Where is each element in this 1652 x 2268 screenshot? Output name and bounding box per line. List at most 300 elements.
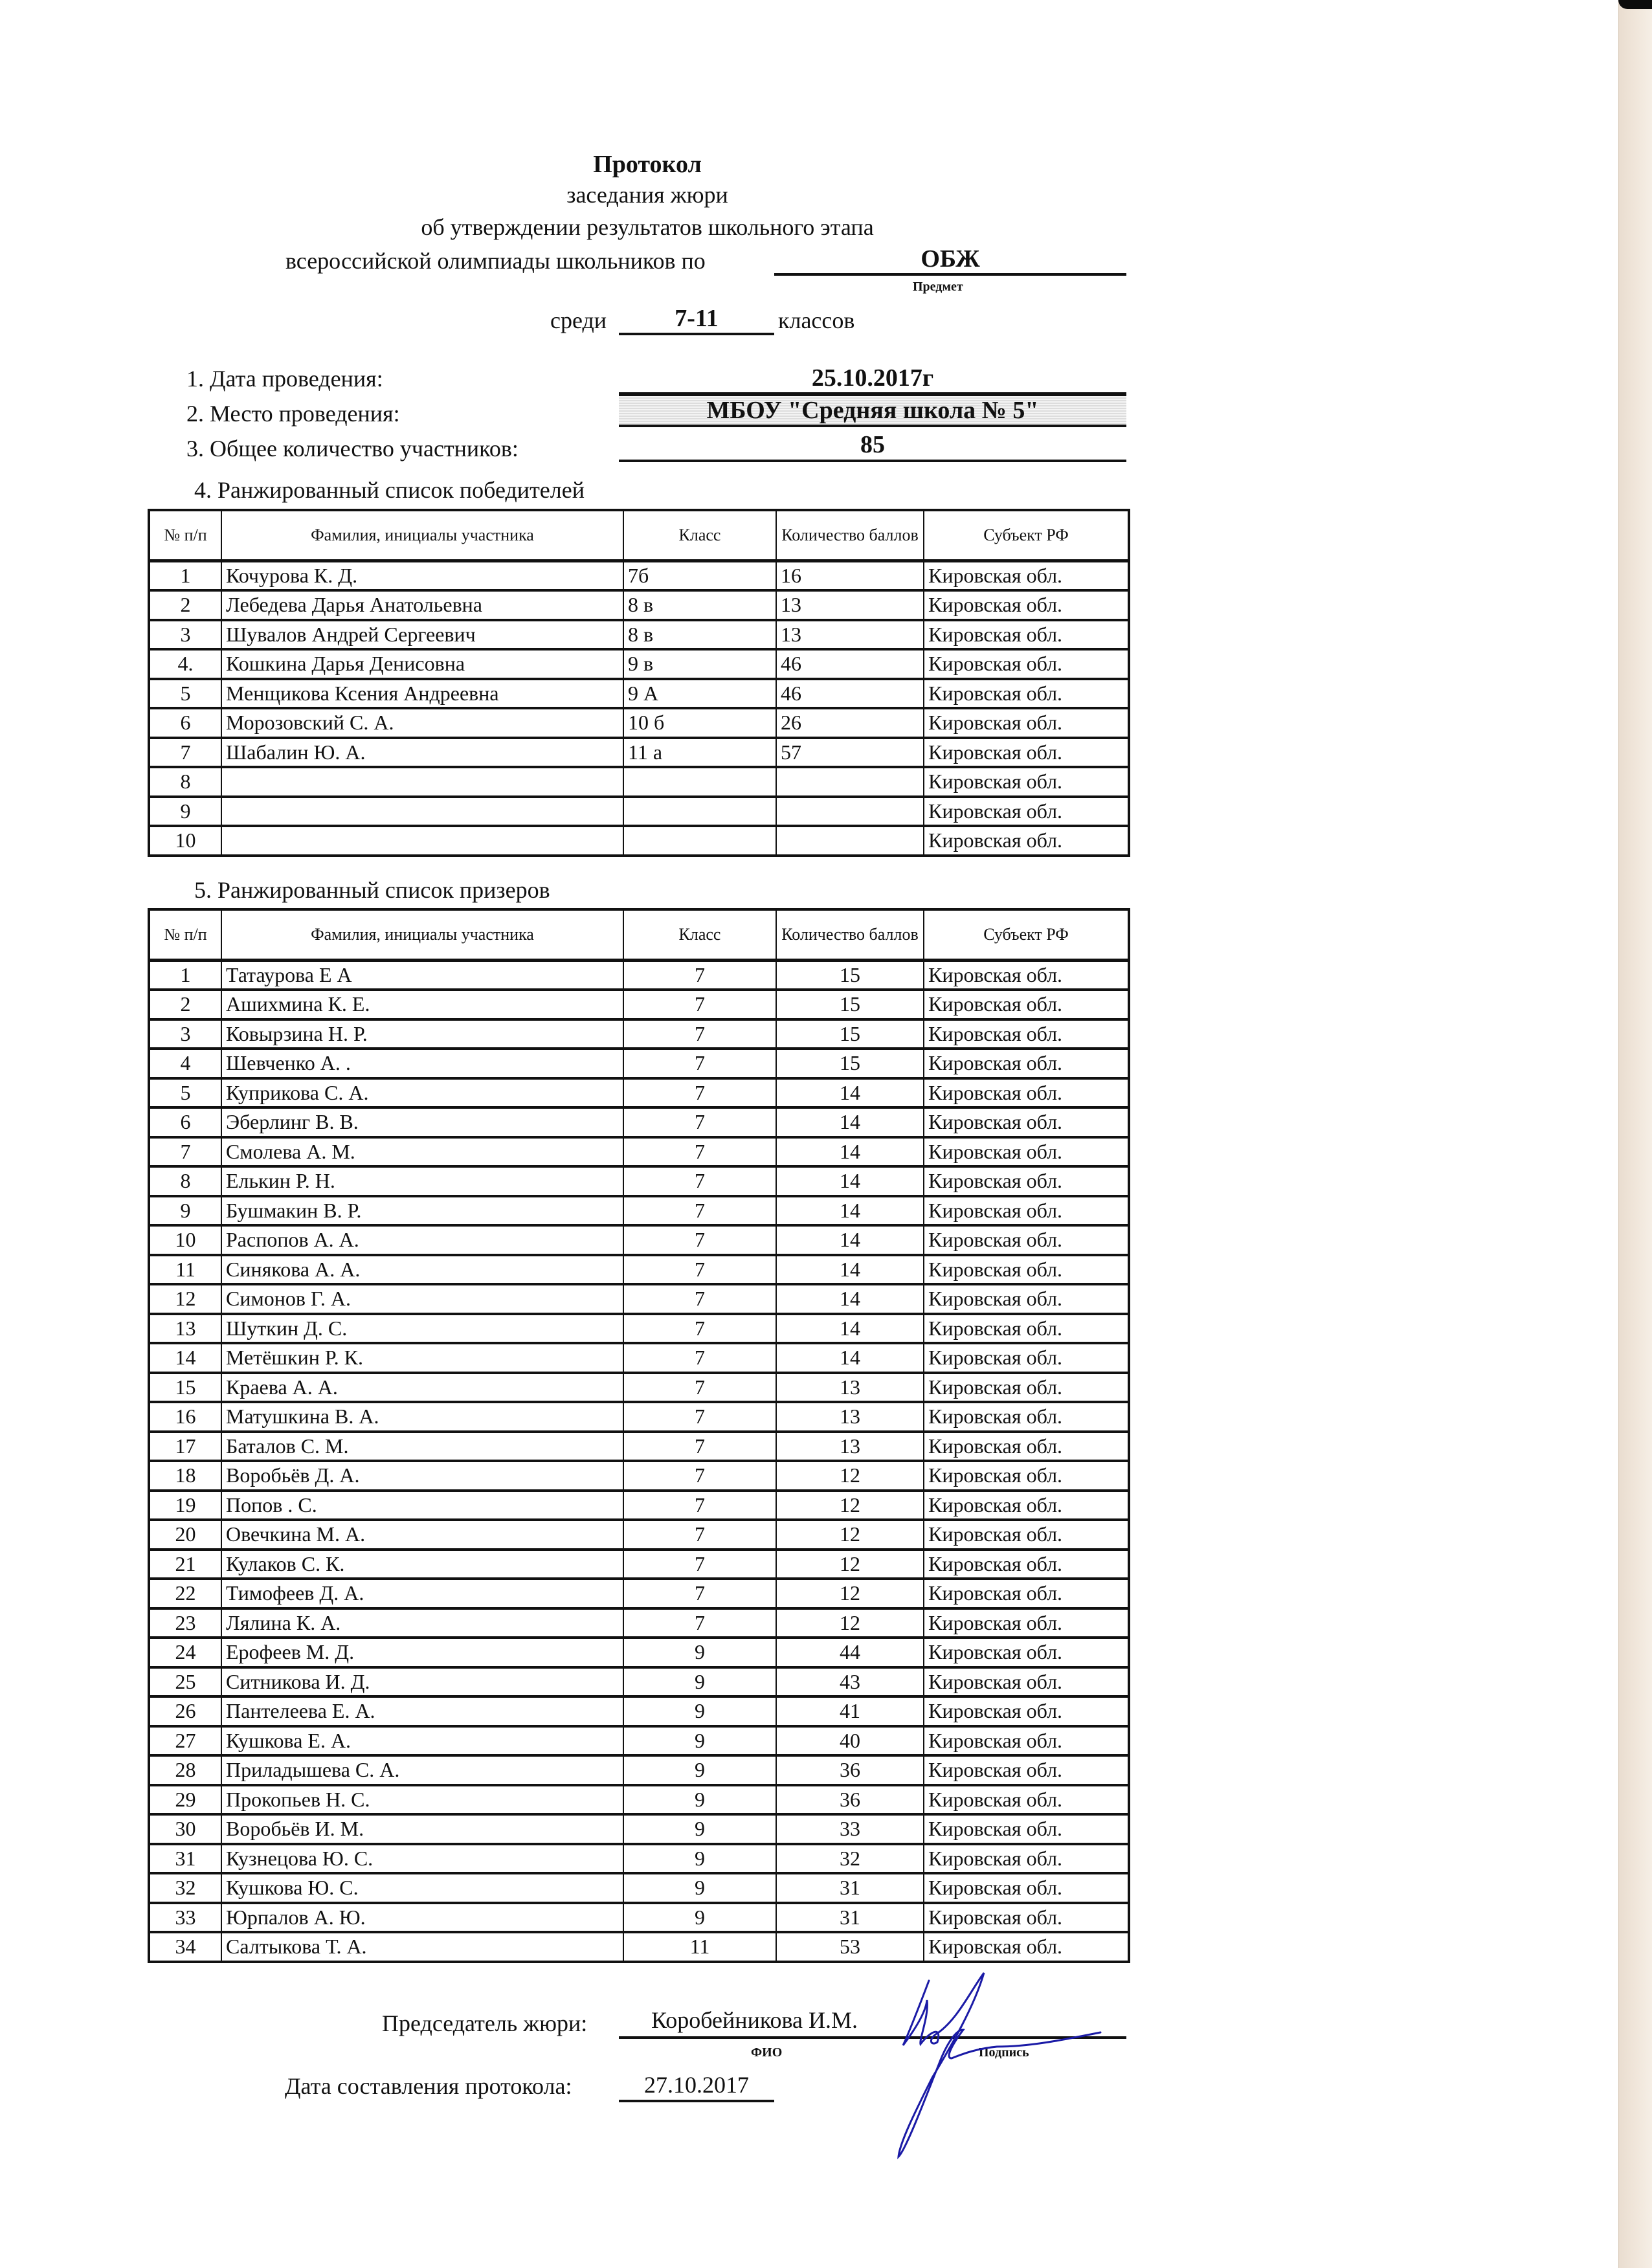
cell-grade: 9 в — [623, 649, 776, 679]
cell-score: 46 — [776, 679, 924, 709]
cell-region: Кировская обл. — [924, 1844, 1129, 1874]
table-row — [149, 708, 1129, 738]
table-row — [149, 1107, 1129, 1137]
cell-region: Кировская обл. — [924, 1225, 1129, 1255]
table-row — [149, 1284, 1129, 1314]
subject-prefix: всероссийской олимпиады школьников по — [285, 248, 706, 274]
cell-name: Ашихмина К. Е. — [221, 990, 623, 1019]
cell-region: Кировская обл. — [924, 1814, 1129, 1844]
protocol-date-label: Дата составления протокола: — [285, 2073, 572, 2099]
winners-section-title: 4. Ранжированный список победителей — [194, 477, 585, 503]
cell-score: 12 — [776, 1608, 924, 1638]
participants-value: 85 — [619, 430, 1126, 462]
cell-region: Кировская обл. — [924, 1579, 1129, 1608]
cell-name: Юрпалов А. Ю. — [221, 1903, 623, 1933]
cell-name: Ситникова И. Д. — [221, 1667, 623, 1697]
cell-score: 40 — [776, 1726, 924, 1756]
cell-region: Кировская обл. — [924, 1284, 1129, 1314]
cell-name: Воробьёв Д. А. — [221, 1461, 623, 1491]
cell-region: Кировская обл. — [924, 1078, 1129, 1108]
cell-score: 43 — [776, 1667, 924, 1697]
cell-grade — [623, 797, 776, 827]
cell-grade: 7 — [623, 1608, 776, 1638]
cell-name: Шабалин Ю. А. — [221, 738, 623, 768]
cell-region: Кировская обл. — [924, 1461, 1129, 1491]
cell-grade: 7 — [623, 1373, 776, 1403]
cell-num: 24 — [149, 1638, 221, 1667]
prizewinners-header-row — [149, 909, 1129, 961]
cell-score: 15 — [776, 1049, 924, 1078]
cell-region: Кировская обл. — [924, 708, 1129, 738]
table-row — [149, 1049, 1129, 1078]
cell-score: 14 — [776, 1137, 924, 1167]
cell-name — [221, 826, 623, 856]
cell-name: Менщикова Ксения Андреевна — [221, 679, 623, 709]
cell-name: Шувалов Андрей Сергеевич — [221, 620, 623, 650]
cell-num: 2 — [149, 990, 221, 1019]
cell-name: Ерофеев М. Д. — [221, 1638, 623, 1667]
cell-score: 13 — [776, 1373, 924, 1403]
cell-score: 31 — [776, 1903, 924, 1933]
table-row — [149, 1785, 1129, 1815]
cell-region: Кировская обл. — [924, 679, 1129, 709]
cell-score: 12 — [776, 1550, 924, 1579]
col-header-region: Субъект РФ — [924, 510, 1129, 561]
cell-num: 33 — [149, 1903, 221, 1933]
table-row — [149, 1932, 1129, 1962]
table-row — [149, 1078, 1129, 1108]
cell-grade: 7 — [623, 1579, 776, 1608]
table-row — [149, 620, 1129, 650]
winners-table — [148, 509, 1130, 857]
cell-region: Кировская обл. — [924, 1608, 1129, 1638]
fio-caption: ФИО — [751, 2045, 783, 2060]
cell-grade: 8 в — [623, 590, 776, 620]
cell-num: 17 — [149, 1432, 221, 1462]
cell-score: 16 — [776, 561, 924, 591]
table-row — [149, 1255, 1129, 1285]
table-row — [149, 1844, 1129, 1874]
cell-grade: 7 — [623, 1049, 776, 1078]
grades-field: 7-11 — [619, 304, 774, 335]
cell-num: 31 — [149, 1844, 221, 1874]
grades-prefix: среди — [550, 307, 607, 333]
cell-name: Воробьёв И. М. — [221, 1814, 623, 1844]
cell-score: 12 — [776, 1520, 924, 1550]
cell-num: 15 — [149, 1373, 221, 1403]
cell-region: Кировская обл. — [924, 1255, 1129, 1285]
cell-name: Шевченко А. . — [221, 1049, 623, 1078]
table-row — [149, 1225, 1129, 1255]
table-row — [149, 1137, 1129, 1167]
cell-num: 16 — [149, 1402, 221, 1432]
cell-region: Кировская обл. — [924, 1638, 1129, 1667]
cell-grade: 7 — [623, 1255, 776, 1285]
cell-num: 10 — [149, 826, 221, 856]
cell-name: Кушкова Е. А. — [221, 1726, 623, 1756]
cell-name: Бушмакин В. Р. — [221, 1196, 623, 1226]
table-row — [149, 1903, 1129, 1933]
cell-num: 4 — [149, 1049, 221, 1078]
participants-label: 3. Общее количество участников: — [186, 436, 519, 461]
cell-grade: 7 — [623, 1520, 776, 1550]
prizewinners-table — [148, 908, 1130, 1963]
cell-grade: 7 — [623, 1225, 776, 1255]
cell-score: 14 — [776, 1343, 924, 1373]
cell-name: Эберлинг В. В. — [221, 1107, 623, 1137]
cell-num: 12 — [149, 1284, 221, 1314]
cell-score: 57 — [776, 738, 924, 768]
table-row — [149, 1461, 1129, 1491]
cell-score: 14 — [776, 1225, 924, 1255]
cell-grade: 9 — [623, 1726, 776, 1756]
cell-grade: 9 А — [623, 679, 776, 709]
table-row — [149, 1755, 1129, 1785]
cell-name: Метёшкин Р. К. — [221, 1343, 623, 1373]
cell-region: Кировская обл. — [924, 1491, 1129, 1520]
table-row — [149, 797, 1129, 827]
cell-score: 13 — [776, 1402, 924, 1432]
cell-grade — [623, 767, 776, 797]
cell-region: Кировская обл. — [924, 797, 1129, 827]
cell-region: Кировская обл. — [924, 620, 1129, 650]
cell-region: Кировская обл. — [924, 990, 1129, 1019]
cell-num: 29 — [149, 1785, 221, 1815]
cell-name: Кузнецова Ю. С. — [221, 1844, 623, 1874]
cell-name — [221, 797, 623, 827]
table-row — [149, 1550, 1129, 1579]
cell-region: Кировская обл. — [924, 1373, 1129, 1403]
table-row — [149, 1696, 1129, 1726]
col-header-score: Количество баллов — [776, 909, 924, 961]
cell-region: Кировская обл. — [924, 1402, 1129, 1432]
document-subtitle-jury: заседания жюри — [566, 182, 728, 208]
cell-num: 5 — [149, 1078, 221, 1108]
cell-region: Кировская обл. — [924, 1667, 1129, 1697]
cell-grade: 7 — [623, 1284, 776, 1314]
cell-num: 30 — [149, 1814, 221, 1844]
cell-num: 1 — [149, 561, 221, 591]
cell-region: Кировская обл. — [924, 1432, 1129, 1462]
table-row — [149, 738, 1129, 768]
scan-corner-shadow — [1618, 0, 1652, 9]
cell-name: Кошкина Дарья Денисовна — [221, 649, 623, 679]
cell-score: 46 — [776, 649, 924, 679]
cell-grade: 11 — [623, 1932, 776, 1962]
cell-score: 14 — [776, 1078, 924, 1108]
place-label: 2. Место проведения: — [186, 401, 400, 427]
cell-num: 6 — [149, 1107, 221, 1137]
grades-suffix: классов — [778, 307, 855, 333]
cell-name: Лебедева Дарья Анатольевна — [221, 590, 623, 620]
cell-grade: 9 — [623, 1667, 776, 1697]
cell-name: Елькин Р. Н. — [221, 1166, 623, 1196]
cell-score: 15 — [776, 961, 924, 990]
cell-score: 36 — [776, 1755, 924, 1785]
cell-name: Лялина К. А. — [221, 1608, 623, 1638]
cell-name: Пантелеева Е. А. — [221, 1696, 623, 1726]
cell-score — [776, 826, 924, 856]
cell-score: 14 — [776, 1196, 924, 1226]
table-row — [149, 1667, 1129, 1697]
cell-score: 14 — [776, 1107, 924, 1137]
cell-grade: 7 — [623, 1019, 776, 1049]
cell-grade: 7 — [623, 1166, 776, 1196]
cell-score: 33 — [776, 1814, 924, 1844]
cell-num: 32 — [149, 1873, 221, 1903]
cell-score: 53 — [776, 1932, 924, 1962]
chair-name: Коробейникова И.М. — [651, 2007, 858, 2033]
cell-grade: 7 — [623, 1461, 776, 1491]
cell-name: Краева А. А. — [221, 1373, 623, 1403]
cell-name: Ковырзина Н. Р. — [221, 1019, 623, 1049]
cell-score: 14 — [776, 1255, 924, 1285]
cell-region: Кировская обл. — [924, 738, 1129, 768]
cell-region: Кировская обл. — [924, 1196, 1129, 1226]
cell-name: Шуткин Д. С. — [221, 1314, 623, 1344]
cell-score: 36 — [776, 1785, 924, 1815]
cell-num: 20 — [149, 1520, 221, 1550]
cell-region: Кировская обл. — [924, 1726, 1129, 1756]
cell-grade: 9 — [623, 1785, 776, 1815]
col-header-grade: Класс — [623, 510, 776, 561]
cell-num: 23 — [149, 1608, 221, 1638]
table-row — [149, 1608, 1129, 1638]
cell-name — [221, 767, 623, 797]
cell-grade: 9 — [623, 1696, 776, 1726]
table-row — [149, 1196, 1129, 1226]
cell-region: Кировская обл. — [924, 561, 1129, 591]
protocol-date-value: 27.10.2017 — [619, 2070, 774, 2102]
cell-region: Кировская обл. — [924, 767, 1129, 797]
cell-name: Кулаков С. К. — [221, 1550, 623, 1579]
table-row — [149, 1432, 1129, 1462]
cell-region: Кировская обл. — [924, 1314, 1129, 1344]
cell-num: 14 — [149, 1343, 221, 1373]
cell-score: 15 — [776, 990, 924, 1019]
table-row — [149, 1314, 1129, 1344]
cell-num: 6 — [149, 708, 221, 738]
cell-num: 2 — [149, 590, 221, 620]
cell-score — [776, 797, 924, 827]
cell-name: Тимофеев Д. А. — [221, 1579, 623, 1608]
cell-region: Кировская обл. — [924, 649, 1129, 679]
cell-region: Кировская обл. — [924, 1137, 1129, 1167]
col-header-num: № п/п — [149, 510, 221, 561]
table-row — [149, 1873, 1129, 1903]
cell-grade: 10 б — [623, 708, 776, 738]
cell-name: Овечкина М. А. — [221, 1520, 623, 1550]
cell-grade: 9 — [623, 1755, 776, 1785]
subject-caption: Предмет — [913, 280, 963, 294]
cell-num: 8 — [149, 767, 221, 797]
col-header-region: Субъект РФ — [924, 909, 1129, 961]
cell-name: Приладышева С. А. — [221, 1755, 623, 1785]
table-row — [149, 561, 1129, 591]
cell-score: 13 — [776, 590, 924, 620]
table-row — [149, 767, 1129, 797]
cell-num: 28 — [149, 1755, 221, 1785]
subject-field: ОБЖ — [774, 245, 1126, 276]
cell-region: Кировская обл. — [924, 1873, 1129, 1903]
cell-score: 26 — [776, 708, 924, 738]
cell-name: Синякова А. А. — [221, 1255, 623, 1285]
cell-name: Салтыкова Т. А. — [221, 1932, 623, 1962]
col-header-name: Фамилия, инициалы участника — [221, 510, 623, 561]
cell-num: 25 — [149, 1667, 221, 1697]
cell-score: 13 — [776, 620, 924, 650]
winners-header-row — [149, 510, 1129, 561]
signature-caption: Подпись — [979, 2045, 1029, 2060]
table-row — [149, 1019, 1129, 1049]
cell-region: Кировская обл. — [924, 961, 1129, 990]
cell-region: Кировская обл. — [924, 1019, 1129, 1049]
cell-grade: 9 — [623, 1873, 776, 1903]
cell-name: Баталов С. М. — [221, 1432, 623, 1462]
cell-region: Кировская обл. — [924, 1343, 1129, 1373]
document-title: Протокол — [593, 151, 702, 178]
table-row — [149, 990, 1129, 1019]
cell-num: 18 — [149, 1461, 221, 1491]
cell-score: 14 — [776, 1284, 924, 1314]
cell-region: Кировская обл. — [924, 1049, 1129, 1078]
cell-num: 11 — [149, 1255, 221, 1285]
cell-score: 14 — [776, 1166, 924, 1196]
cell-region: Кировская обл. — [924, 1520, 1129, 1550]
col-header-score: Количество баллов — [776, 510, 924, 561]
cell-region: Кировская обл. — [924, 1696, 1129, 1726]
cell-grade: 7 — [623, 1432, 776, 1462]
table-row — [149, 1373, 1129, 1403]
handwritten-signature-icon — [867, 1968, 1178, 2162]
cell-grade: 7б — [623, 561, 776, 591]
cell-grade: 9 — [623, 1844, 776, 1874]
cell-num: 1 — [149, 961, 221, 990]
cell-grade: 7 — [623, 1196, 776, 1226]
cell-name: Распопов А. А. — [221, 1225, 623, 1255]
cell-num: 19 — [149, 1491, 221, 1520]
cell-num: 4. — [149, 649, 221, 679]
cell-num: 3 — [149, 1019, 221, 1049]
cell-grade: 7 — [623, 1078, 776, 1108]
place-value: МБОУ "Средняя школа № 5" — [619, 394, 1126, 427]
cell-num: 21 — [149, 1550, 221, 1579]
cell-grade: 7 — [623, 1491, 776, 1520]
table-row — [149, 1166, 1129, 1196]
cell-score — [776, 767, 924, 797]
cell-grade: 7 — [623, 961, 776, 990]
table-row — [149, 1726, 1129, 1756]
table-row — [149, 826, 1129, 856]
cell-region: Кировская обл. — [924, 1550, 1129, 1579]
cell-grade — [623, 826, 776, 856]
cell-grade: 11 а — [623, 738, 776, 768]
col-header-num: № п/п — [149, 909, 221, 961]
cell-num: 13 — [149, 1314, 221, 1344]
cell-score: 32 — [776, 1844, 924, 1874]
cell-name: Кочурова К. Д. — [221, 561, 623, 591]
cell-score: 31 — [776, 1873, 924, 1903]
cell-region: Кировская обл. — [924, 826, 1129, 856]
cell-num: 22 — [149, 1579, 221, 1608]
cell-score: 44 — [776, 1638, 924, 1667]
cell-score: 41 — [776, 1696, 924, 1726]
table-row — [149, 1814, 1129, 1844]
cell-num: 3 — [149, 620, 221, 650]
cell-num: 8 — [149, 1166, 221, 1196]
cell-num: 34 — [149, 1932, 221, 1962]
cell-num: 9 — [149, 797, 221, 827]
cell-grade: 7 — [623, 1137, 776, 1167]
cell-num: 27 — [149, 1726, 221, 1756]
cell-name: Татаурова Е А — [221, 961, 623, 990]
cell-score: 12 — [776, 1461, 924, 1491]
cell-name: Прокопьев Н. С. — [221, 1785, 623, 1815]
cell-name: Попов . С. — [221, 1491, 623, 1520]
col-header-name: Фамилия, инициалы участника — [221, 909, 623, 961]
table-row — [149, 590, 1129, 620]
cell-name: Морозовский С. А. — [221, 708, 623, 738]
cell-name: Симонов Г. А. — [221, 1284, 623, 1314]
document-subtitle-approval: об утверждении результатов школьного этапа — [421, 214, 874, 240]
cell-grade: 7 — [623, 1343, 776, 1373]
table-row — [149, 961, 1129, 990]
cell-name: Матушкина В. А. — [221, 1402, 623, 1432]
table-row — [149, 1520, 1129, 1550]
cell-grade: 8 в — [623, 620, 776, 650]
cell-region: Кировская обл. — [924, 1166, 1129, 1196]
cell-num: 26 — [149, 1696, 221, 1726]
date-label: 1. Дата проведения: — [186, 366, 383, 392]
col-header-grade: Класс — [623, 909, 776, 961]
date-value: 25.10.2017г — [619, 364, 1126, 395]
chair-label: Председатель жюри: — [382, 2010, 588, 2036]
cell-name: Куприкова С. А. — [221, 1078, 623, 1108]
cell-region: Кировская обл. — [924, 1755, 1129, 1785]
cell-region: Кировская обл. — [924, 1785, 1129, 1815]
table-row — [149, 1343, 1129, 1373]
table-row — [149, 1579, 1129, 1608]
cell-score: 12 — [776, 1579, 924, 1608]
cell-grade: 7 — [623, 1550, 776, 1579]
cell-score: 14 — [776, 1314, 924, 1344]
table-row — [149, 1638, 1129, 1667]
cell-grade: 7 — [623, 1402, 776, 1432]
cell-score: 15 — [776, 1019, 924, 1049]
cell-num: 7 — [149, 1137, 221, 1167]
table-row — [149, 649, 1129, 679]
prizewinners-section-title: 5. Ранжированный список призеров — [194, 877, 550, 903]
cell-grade: 9 — [623, 1903, 776, 1933]
cell-grade: 7 — [623, 990, 776, 1019]
cell-region: Кировская обл. — [924, 1903, 1129, 1933]
cell-grade: 9 — [623, 1814, 776, 1844]
cell-num: 10 — [149, 1225, 221, 1255]
cell-score: 12 — [776, 1491, 924, 1520]
table-row — [149, 1491, 1129, 1520]
cell-grade: 7 — [623, 1314, 776, 1344]
cell-name: Смолева А. М. — [221, 1137, 623, 1167]
cell-num: 9 — [149, 1196, 221, 1226]
cell-num: 5 — [149, 679, 221, 709]
table-row — [149, 1402, 1129, 1432]
cell-grade: 7 — [623, 1107, 776, 1137]
scan-page-edge — [1618, 0, 1652, 2268]
cell-region: Кировская обл. — [924, 590, 1129, 620]
cell-num: 7 — [149, 738, 221, 768]
table-row — [149, 679, 1129, 709]
cell-score: 13 — [776, 1432, 924, 1462]
